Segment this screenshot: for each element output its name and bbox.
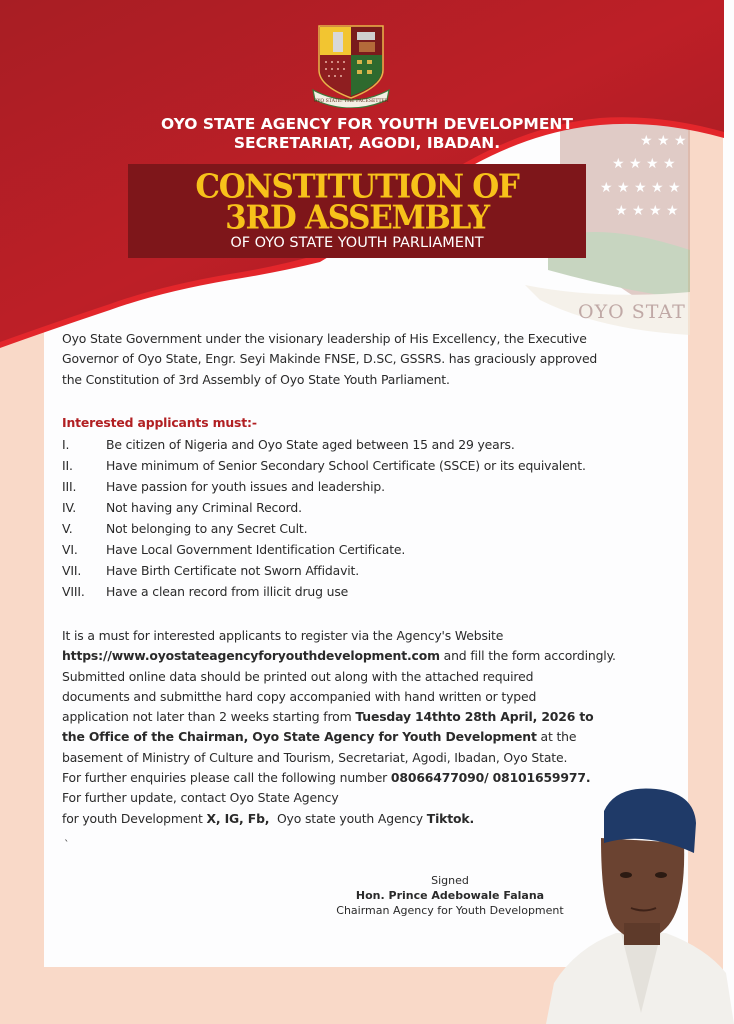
instructions-line: [62, 727, 702, 747]
banner-title-line2: 3RD ASSEMBLY: [225, 199, 489, 237]
requirement-text: Have a clean record from illicit drug use: [106, 584, 349, 599]
instructions-line: documents and submitthe hard copy accompanied with hand written or typed: [62, 688, 537, 704]
instructions-text: application not later than 2 weeks starting from: [62, 709, 356, 725]
stray-mark: `: [64, 838, 70, 851]
svg-text:★ ★ ★ ★: ★ ★ ★ ★: [615, 203, 679, 219]
agency-title-line2: SECRETARIAT, AGODI, IBADAN.: [233, 134, 501, 152]
social-platforms: X, IG, Fb,: [206, 810, 270, 826]
requirement-text: Be citizen of Nigeria and Oyo State aged between 15 and 29 years.: [106, 437, 515, 452]
requirement-number: II.: [62, 458, 73, 473]
instructions-text: and fill the form accordingly.: [439, 648, 616, 664]
title-banner: [128, 164, 586, 258]
intro-line: the Constitution of 3rd Assembly of Oyo State Youth Parliament.: [62, 371, 450, 387]
crest-motto: OYO STATE: THE PACESETTER: [313, 99, 389, 104]
tiktok-label: Tiktok.: [426, 810, 475, 826]
requirement-text: Have Birth Certificate not Sworn Affidavit.: [106, 563, 360, 578]
watermark-text: OYO STAT: [578, 301, 686, 323]
requirement-number: V.: [62, 521, 73, 536]
submission-office: the Office of the Chairman, Oyo State Agency for Youth Development: [62, 729, 537, 745]
svg-text:★ ★ ★: ★ ★ ★: [640, 133, 687, 149]
instructions-line: Submitted online data should be printed out along with the attached required: [62, 668, 534, 684]
instructions-text: for youth Development: [62, 810, 207, 826]
svg-text:★ ★ ★ ★ ★: ★ ★ ★ ★ ★: [600, 180, 681, 196]
requirements-title: Interested applicants must:-: [62, 415, 257, 430]
requirement-item: [62, 581, 682, 602]
governor-portrait: [546, 783, 734, 1024]
instructions-text: For further enquiries please call the following number: [62, 770, 391, 786]
agency-title-line1: OYO STATE AGENCY FOR YOUTH DEVELOPMENT: [161, 115, 573, 133]
instructions-text: at the: [536, 729, 577, 745]
website-link[interactable]: https://www.oyostateagencyforyouthdevelopment.com: [62, 648, 440, 664]
requirement-item: [62, 434, 682, 455]
oyo-state-crest-logo: [311, 20, 391, 108]
requirement-text: Not having any Criminal Record.: [106, 500, 302, 515]
instructions-line: It is a must for interested applicants to register via the Agency's Website: [62, 628, 504, 643]
instructions-line: [62, 707, 702, 727]
phone-numbers: 08066477090/ 08101659977.: [390, 770, 591, 786]
banner-title-line1: CONSTITUTION OF: [195, 168, 519, 206]
requirement-item: [62, 560, 682, 581]
instructions-line: basement of Ministry of Culture and Tourism, Secretariat, Agodi, Ibadan, Oyo State.: [62, 749, 568, 765]
svg-text:★ ★ ★ ★: ★ ★ ★ ★: [612, 156, 676, 172]
requirement-number: VIII.: [62, 584, 85, 599]
requirement-text: Have minimum of Senior Secondary School Certificate (SSCE) or its equivalent.: [106, 458, 586, 473]
signatory-role: Chairman Agency for Youth Development: [336, 904, 564, 917]
requirement-item: [62, 539, 682, 560]
requirement-number: I.: [62, 437, 70, 452]
application-dates: Tuesday 14thto 28th April, 2026 to: [355, 709, 594, 725]
instructions-line: For further update, contact Oyo State Agency: [62, 790, 339, 806]
requirement-text: Have Local Government Identification Certificate.: [106, 542, 406, 557]
requirement-item: [62, 497, 682, 518]
signatory-name: Hon. Prince Adebowale Falana: [355, 889, 545, 902]
requirement-number: IV.: [62, 500, 77, 515]
signed-label: Signed: [431, 874, 469, 887]
intro-paragraph: [62, 329, 672, 390]
requirement-number: VI.: [62, 542, 78, 557]
requirements-list: [62, 434, 682, 602]
banner-subtitle: OF OYO STATE YOUTH PARLIAMENT: [230, 235, 484, 251]
requirement-text: Not belonging to any Secret Cult.: [106, 521, 308, 536]
requirement-item: [62, 518, 682, 539]
instructions-line: [62, 646, 702, 666]
intro-line: Oyo State Government under the visionary leadership of His Excellency, the Executive: [62, 331, 587, 346]
intro-line: Governor of Oyo State, Engr. Seyi Makinde FNSE, D.SC, GSSRS. has graciously approved: [62, 351, 598, 367]
instructions-text: Oyo state youth Agency: [269, 810, 427, 826]
requirement-number: VII.: [62, 563, 82, 578]
requirement-number: III.: [62, 479, 77, 494]
requirement-item: [62, 455, 682, 476]
requirement-item: [62, 476, 682, 497]
requirement-text: Have passion for youth issues and leadership.: [106, 479, 385, 494]
